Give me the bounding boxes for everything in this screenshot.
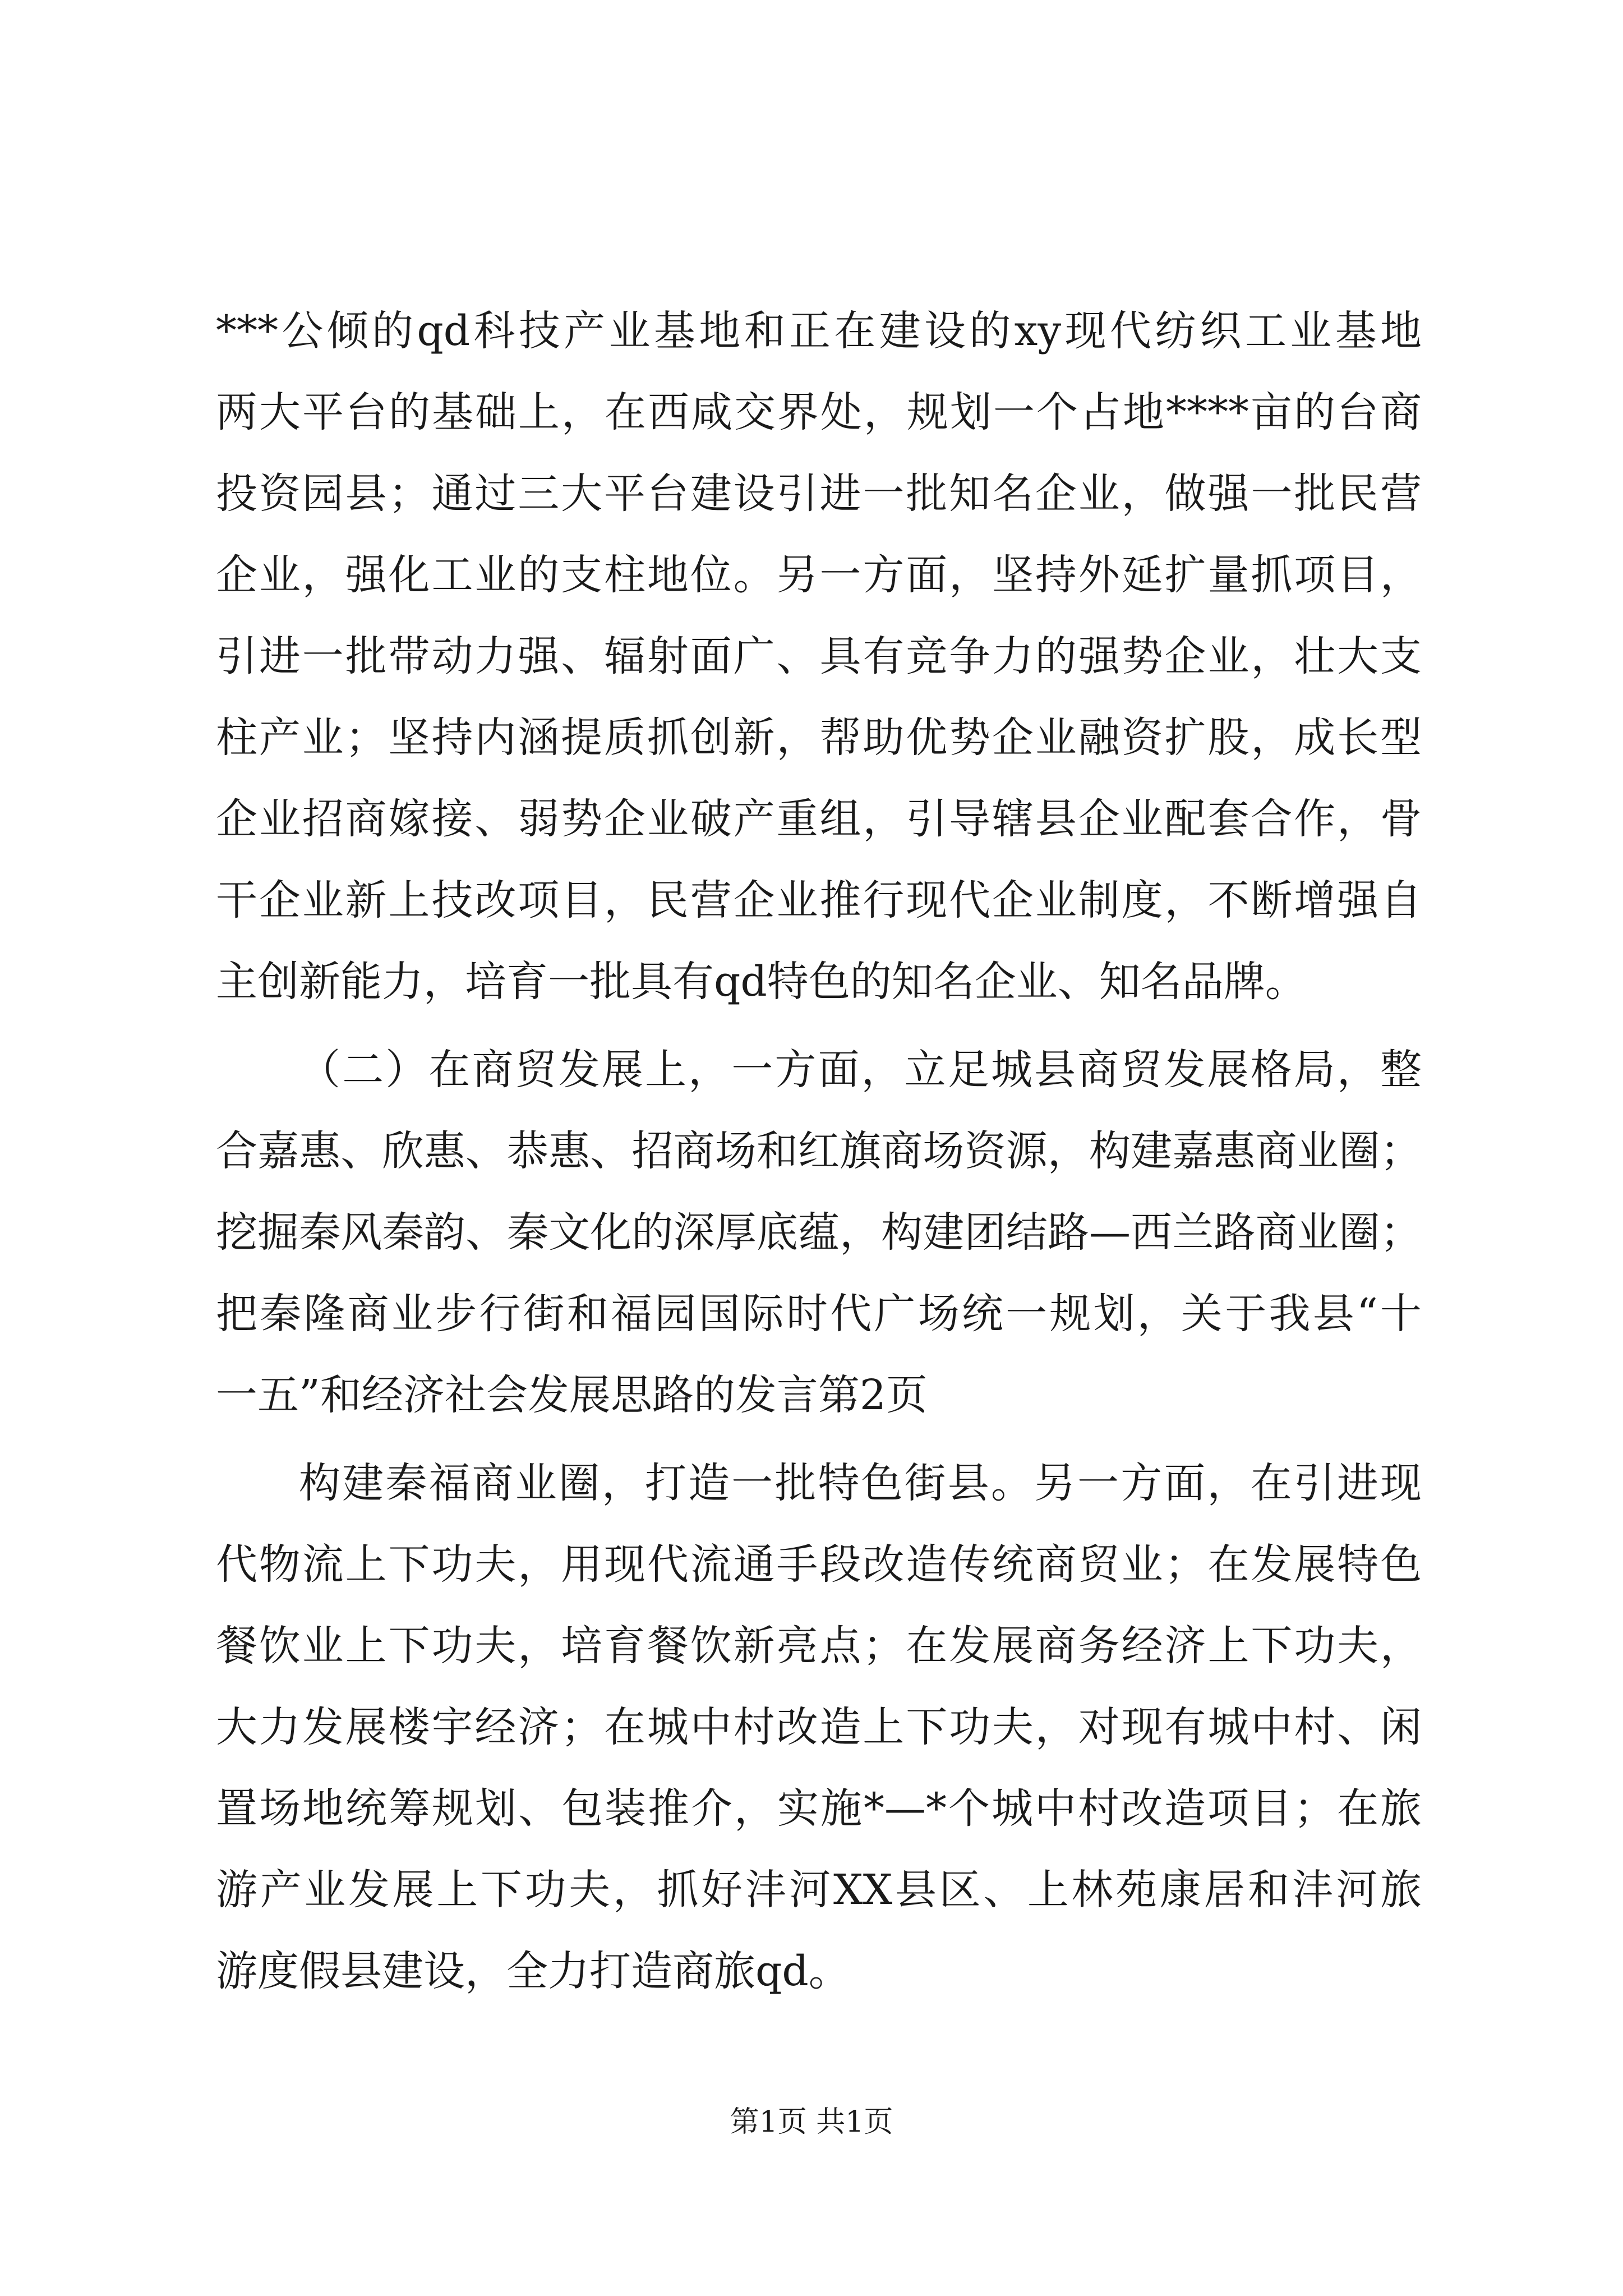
text-line: 大力发展楼宇经济；在城中村改造上下功夫，对现有城中村、闲 [216, 1703, 1422, 1751]
text-line: 游产业发展上下功夫，抓好沣河XX县区、上林苑康居和沣河旅 [216, 1866, 1422, 1914]
text-line: 企业招商嫁接、弱势企业破产重组，引导辖县企业配套合作，骨 [216, 795, 1422, 843]
text-line: 主创新能力，培育一批具有qd特色的知名企业、知名品牌。 [216, 958, 1307, 1006]
text-line: 干企业新上技改项目，民营企业推行现代企业制度，不断增强自 [216, 876, 1422, 924]
document-body [216, 291, 1422, 2012]
text-line: 柱产业；坚持内涵提质抓创新，帮助优势企业融资扩股，成长型 [216, 714, 1422, 762]
page-footer: 第1页 共1页 [730, 2105, 893, 2139]
text-line: 一五”和经济社会发展思路的发言第2页 [216, 1371, 928, 1419]
text-line: 挖掘秦风秦韵、秦文化的深厚底蕴，构建团结路—西兰路商业圈； [216, 1208, 1422, 1257]
text-line: 合嘉惠、欣惠、恭惠、招商场和红旗商场资源，构建嘉惠商业圈； [216, 1127, 1422, 1175]
text-line: 置场地统筹规划、包装推介，实施*—*个城中村改造项目；在旅 [216, 1784, 1422, 1833]
text-line: 构建秦福商业圈，打造一批特色街县。另一方面，在引进现 [299, 1459, 1422, 1507]
text-line: 餐饮业上下功夫，培育餐饮新亮点；在发展商务经济上下功夫， [216, 1622, 1422, 1670]
text-line: 两大平台的基础上，在西咸交界处，规划一个占地****亩的台商 [216, 388, 1422, 436]
text-line: （二）在商贸发展上，一方面，立足城县商贸发展格局，整 [299, 1046, 1422, 1094]
text-line: 游度假县建设，全力打造商旅qd。 [216, 1947, 850, 1995]
text-line: 把秦隆商业步行街和福园国际时代广场统一规划，关于我县“十 [216, 1290, 1422, 1338]
text-line: 代物流上下功夫，用现代流通手段改造传统商贸业；在发展特色 [216, 1540, 1422, 1589]
text-line: 引进一批带动力强、辐射面广、具有竞争力的强势企业，壮大支 [216, 632, 1422, 680]
text-line: 投资园县；通过三大平台建设引进一批知名企业，做强一批民营 [216, 470, 1422, 518]
text-line: ***公倾的qd科技产业基地和正在建设的xy现代纺织工业基地 [216, 307, 1422, 355]
text-line: 企业，强化工业的支柱地位。另一方面，坚持外延扩量抓项目， [216, 551, 1422, 599]
